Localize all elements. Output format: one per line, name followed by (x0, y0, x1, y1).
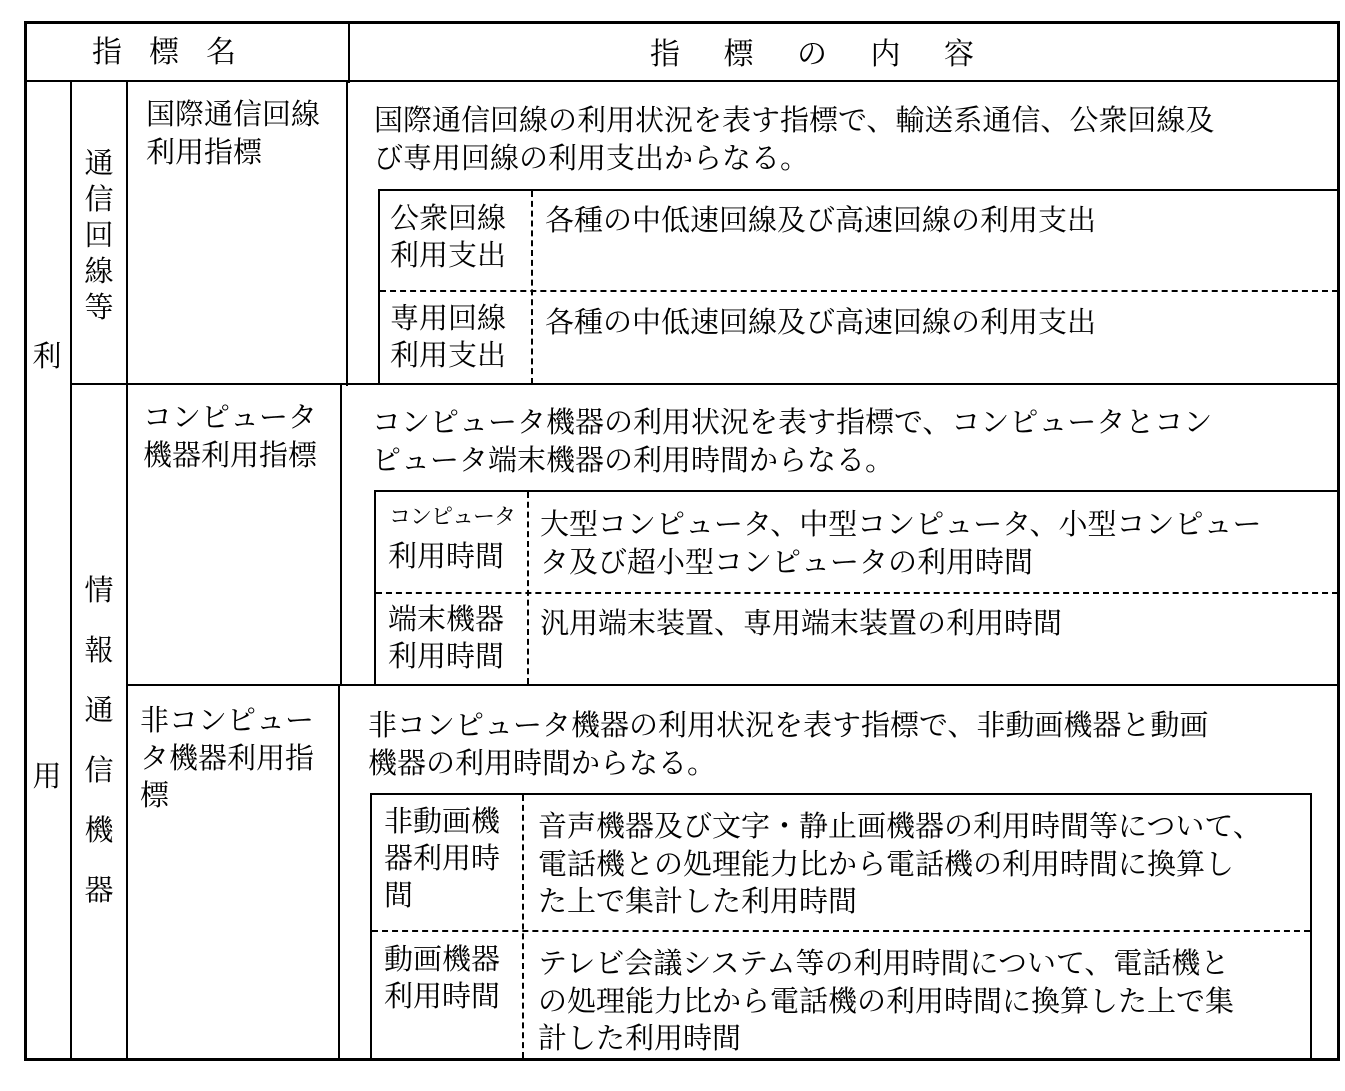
name-content-divider (348, 21, 350, 83)
sub-desc-3-2a: テレビ会議システム等の利用時間について、電話機と (538, 946, 1230, 980)
sub-name-1-1b: 利用支出 (390, 238, 507, 272)
subbox3-top (370, 793, 1312, 795)
frame-bottom (24, 1058, 1340, 1061)
sub-desc-2-1b: タ及び超小型コンピュータの利用時間 (540, 545, 1034, 579)
sub-name-2-2a: 端末機器 (388, 602, 505, 636)
row-separator (126, 684, 1340, 686)
header-indicator-content: 指標の内容 (650, 37, 1018, 72)
group-label-tsushin-kaisen: 通 信 回 線 等 (84, 146, 114, 324)
sub-name-2-1a: コンピュータ (389, 505, 516, 530)
sub-desc-3-1b: 電話機との処理能力比から電話機の利用時間に換算し (538, 847, 1235, 881)
subbox2-row-dash (376, 592, 1338, 594)
header-bottom-line (24, 80, 1340, 82)
sub-name-2-1b: 利用時間 (388, 539, 505, 573)
sub-desc-3-2b: の処理能力比から電話機の利用時間に換算した上で集 (538, 984, 1235, 1018)
indicator-name-1a: 国際通信回線 (146, 97, 321, 131)
indicator-desc-1b: び専用回線の利用支出からなる。 (374, 141, 810, 175)
sub-desc-2-1a: 大型コンピュータ、中型コンピュータ、小型コンピュー (540, 507, 1262, 541)
subbox2-top (374, 490, 1340, 492)
indicator-desc-3a: 非コンピュータ機器の利用状況を表す指標で、非動画機器と動画 (368, 708, 1209, 742)
frame-top (24, 21, 1340, 24)
indicator-name-2b: 機器利用指標 (143, 438, 318, 472)
indicator-name-1b: 利用指標 (146, 135, 263, 169)
sub-name-3-2b: 利用時間 (384, 979, 501, 1013)
category-ri: 利 (32, 339, 62, 373)
sub-desc-3-1a: 音声機器及び文字・静止画機器の利用時間等について、 (538, 809, 1262, 843)
indicator-desc-3b: 機器の利用時間からなる。 (368, 746, 717, 780)
col-div-2 (126, 80, 128, 1060)
subbox2-left (374, 490, 376, 686)
subbox3-divider (522, 795, 524, 1058)
sub-desc-1-2: 各種の中低速回線及び高速回線の利用支出 (545, 305, 1097, 339)
sub-name-3-1a: 非動画機 (384, 804, 501, 838)
indicator-name-3a: 非コンピュー (140, 703, 315, 737)
sub-name-2-2b: 利用時間 (388, 639, 505, 673)
col-div-3a (346, 80, 348, 386)
indicator-desc-2b: ピュータ端末機器の利用時間からなる。 (372, 443, 895, 477)
group-separator (70, 383, 1340, 385)
sub-name-1-2a: 専用回線 (390, 301, 507, 335)
category-you: 用 (32, 759, 62, 793)
subbox2-divider (527, 492, 529, 684)
indicator-name-3c: 標 (140, 778, 170, 812)
sub-name-3-2a: 動画機器 (384, 942, 501, 976)
col-div-1 (70, 80, 72, 1060)
indicator-desc-2a: コンピュータ機器の利用状況を表す指標で、コンピュータとコン (372, 405, 1213, 439)
sub-name-1-1a: 公衆回線 (390, 201, 507, 235)
header-indicator-name: 指標名 (92, 35, 263, 70)
sub-desc-3-2c: 計した利用時間 (538, 1021, 742, 1055)
indicator-desc-1a: 国際通信回線の利用状況を表す指標で、輸送系通信、公衆回線及 (374, 103, 1215, 137)
subbox1-divider (531, 191, 533, 384)
subbox3-right (1310, 793, 1312, 1060)
subbox1-left (378, 189, 380, 384)
sub-name-3-1b: 器利用時 (384, 841, 501, 875)
frame-left (24, 21, 27, 1061)
sub-name-1-2b: 利用支出 (390, 338, 507, 372)
frame-right (1337, 21, 1340, 1061)
indicator-name-3b: タ機器利用指 (140, 741, 315, 775)
sub-desc-2-2: 汎用端末装置、専用端末装置の利用時間 (540, 606, 1063, 640)
group-label-johotsushin-kiki: 情 報 通 信 機 器 (84, 573, 114, 907)
sub-desc-3-1c: た上で集計した利用時間 (538, 884, 858, 918)
subbox1-row-dash (380, 290, 1338, 292)
sub-name-3-1c: 間 (384, 878, 414, 912)
indicator-name-2a: コンピュータ (143, 400, 318, 434)
sub-desc-1-1: 各種の中低速回線及び高速回線の利用支出 (545, 203, 1097, 237)
col-div-3c (338, 684, 340, 1060)
subbox1-top (378, 189, 1340, 191)
subbox3-left (370, 793, 372, 1060)
col-div-3b (340, 384, 342, 686)
subbox3-row-dash (372, 930, 1310, 932)
